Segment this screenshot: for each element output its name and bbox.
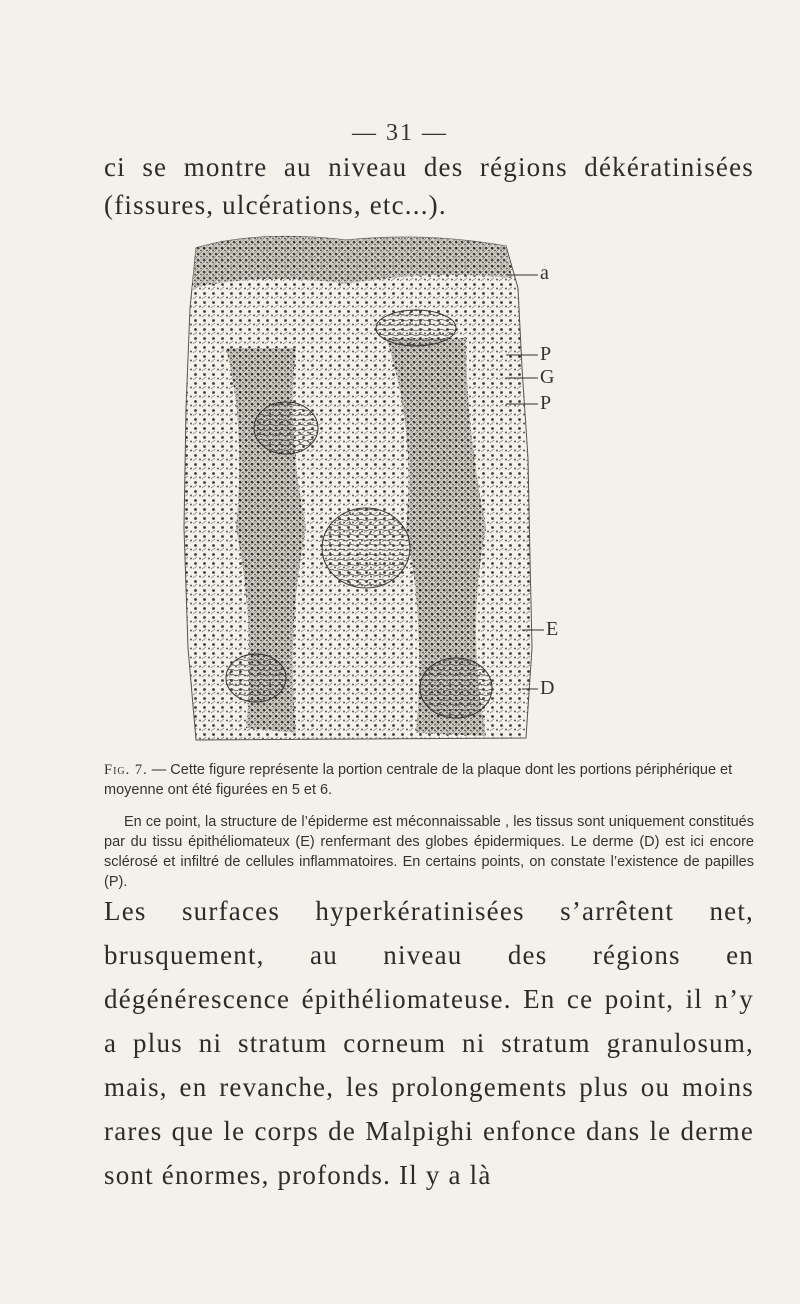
- label-p-bottom: P: [540, 392, 552, 414]
- label-p-top: P: [540, 343, 552, 365]
- caption-body: En ce point, la structure de l’épiderme est méconnaissable , les tissus sont uniquement constitués par du tissu épithéliomateux (E) renfermant des globes épidermiques. Le derme (D) est ici encore sclérosé et infiltré de cellules inflammatoires. En certains points, on constate l’existence de papilles (P).: [104, 814, 754, 890]
- epidermal-globe: [420, 658, 492, 718]
- caption-title-line: [104, 760, 754, 800]
- label-d: D: [540, 677, 555, 699]
- epidermal-globe: [226, 654, 286, 702]
- top-paragraph: ci se montre au niveau des régions dékératinisées (fissures, ulcérations, etc...).: [104, 152, 754, 220]
- histology-illustration: [166, 228, 566, 743]
- page-number: — 31 —: [352, 120, 448, 146]
- figure-number: Fig. 7.: [104, 762, 148, 778]
- bottom-paragraph: Les surfaces hyperkératinisées s’arrêtent net, brusquement, au niveau des régions en dégénérescence épithéliomateuse. En ce point, il n’y a plus ni stratum corneum ni stratum granulosum, mais, en revanche, les prolongements plus ou moins rares que le corps de Malpighi enfonce dans le derme sont énormes, profonds. Il y a là: [104, 896, 754, 1190]
- epidermal-globe: [254, 402, 318, 454]
- label-e: E: [546, 618, 559, 640]
- figure-caption: [104, 760, 754, 892]
- caption-title: — Cette figure représente la portion centrale de la plaque dont les portions périphérique et moyenne ont été figurées en 5 et 6.: [104, 762, 733, 798]
- label-g: G: [540, 366, 555, 388]
- epidermal-globe: [322, 508, 410, 588]
- epidermal-globe: [376, 310, 456, 346]
- histology-figure: [166, 228, 566, 743]
- label-a: a: [540, 262, 549, 284]
